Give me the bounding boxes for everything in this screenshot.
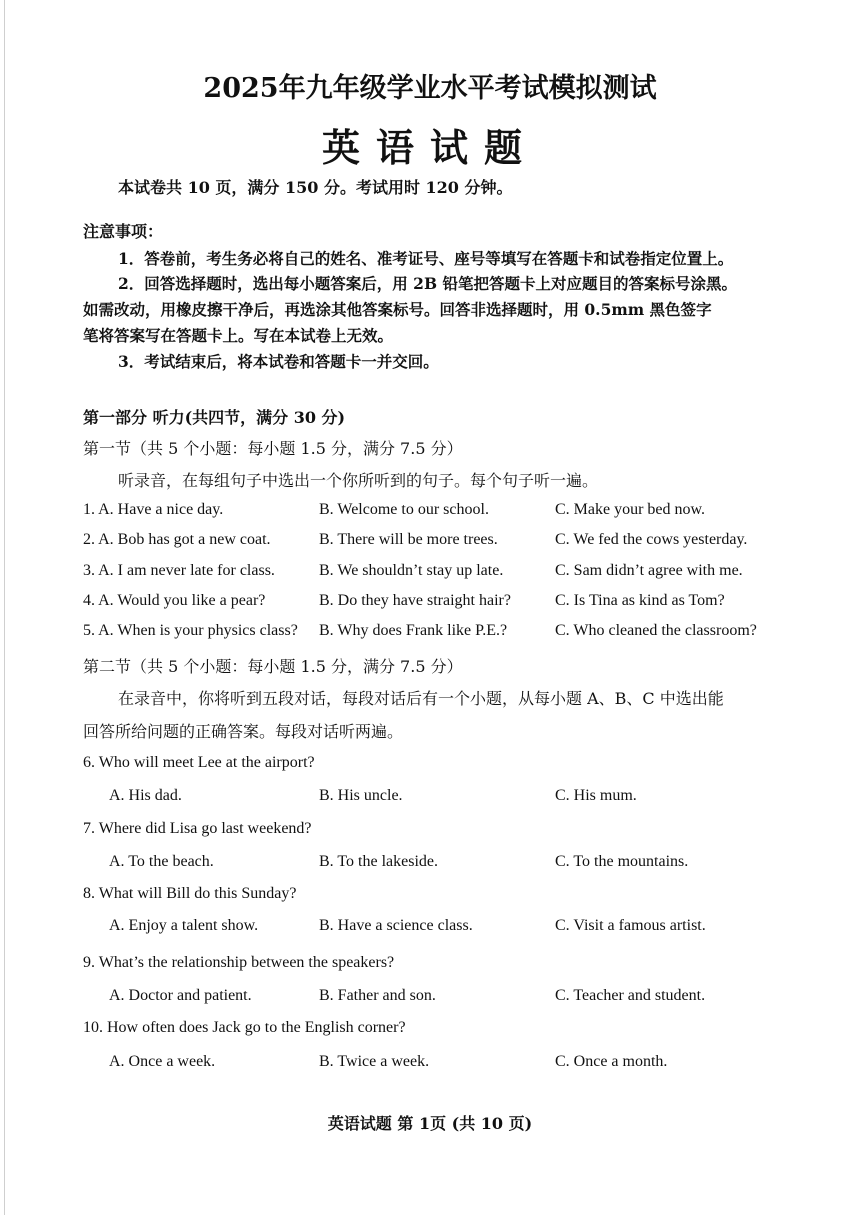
- exam-intro: 本试卷共 10 页，满分 150 分。考试用时 120 分钟。: [118, 178, 513, 197]
- option-b: B. Do they have straight hair?: [319, 592, 511, 609]
- note-item: 2．回答选择题时，选出每小题答案后，用 2B 铅笔把答题卡上对应题目的答案标号涂黑。: [118, 274, 737, 293]
- option-a: 2. A. Bob has got a new coat.: [83, 531, 271, 548]
- option-b: B. To the lakeside.: [319, 853, 439, 870]
- page-edge-line: [4, 0, 5, 1215]
- question-stem: 8. What will Bill do this Sunday?: [83, 885, 297, 902]
- question-stem: 9. What’s the relationship between the speakers?: [83, 954, 395, 971]
- option-c: C. Make your bed now.: [555, 501, 706, 518]
- section2-instruction-line: 在录音中，你将听到五段对话，每段对话后有一个小题，从每小题 A、B、C 中选出能: [118, 689, 724, 708]
- note-item: 如需改动，用橡皮擦干净后，再选涂其他答案标号。回答非选择题时，用 0.5mm 黑色签字: [83, 300, 712, 319]
- question-stem: 6. Who will meet Lee at the airport?: [83, 754, 315, 771]
- option-a: 4. A. Would you like a pear?: [83, 592, 266, 609]
- exam-subject-title: 英语试题: [321, 125, 538, 170]
- notes-heading: 注意事项：: [83, 222, 164, 241]
- page-footer: 英语试题 第 1页 (共 10 页): [327, 1114, 533, 1133]
- option-a: 3. A. I am never late for class.: [83, 562, 275, 579]
- option-a: A. Once a week.: [109, 1053, 216, 1070]
- option-a: A. Enjoy a talent show.: [109, 917, 259, 934]
- option-c: C. To the mountains.: [555, 853, 689, 870]
- question-stem: 10. How often does Jack go to the English corner?: [83, 1019, 406, 1036]
- question-stem: 7. Where did Lisa go last weekend?: [83, 820, 312, 837]
- option-c: C. Is Tina as kind as Tom?: [555, 592, 725, 609]
- note-item: 3．考试结束后，将本试卷和答题卡一并交回。: [118, 352, 439, 371]
- option-c: C. His mum.: [555, 787, 637, 804]
- option-c: C. Who cleaned the classroom?: [555, 622, 757, 639]
- option-c: C. Teacher and student.: [555, 987, 706, 1004]
- note-item: 笔将答案写在答题卡上。写在本试卷上无效。: [83, 326, 394, 345]
- option-c: C. Once a month.: [555, 1053, 668, 1070]
- exam-title: 2025年九年级学业水平考试模拟测试: [203, 73, 657, 104]
- part1-heading: 第一部分 听力(共四节，满分 30 分): [83, 408, 346, 427]
- option-c: C. Visit a famous artist.: [555, 917, 706, 934]
- section2-instruction-line: 回答所给问题的正确答案。每段对话听两遍。: [83, 722, 404, 741]
- section1-heading: 第一节（共 5 个小题：每小题 1.5 分，满分 7.5 分）: [83, 439, 463, 458]
- option-b: B. Welcome to our school.: [319, 501, 489, 518]
- option-a: A. To the beach.: [109, 853, 214, 870]
- option-a: 5. A. When is your physics class?: [83, 622, 298, 639]
- option-b: B. Have a science class.: [319, 917, 473, 934]
- section2-heading: 第二节（共 5 个小题：每小题 1.5 分，满分 7.5 分）: [83, 657, 463, 676]
- option-c: C. Sam didn’t agree with me.: [555, 562, 743, 579]
- option-a: A. Doctor and patient.: [109, 987, 252, 1004]
- section1-instruction: 听录音，在每组句子中选出一个你所听到的句子。每个句子听一遍。: [118, 471, 599, 490]
- option-a: 1. A. Have a nice day.: [83, 501, 224, 518]
- option-b: B. There will be more trees.: [319, 531, 498, 548]
- option-c: C. We fed the cows yesterday.: [555, 531, 748, 548]
- option-b: B. We shouldn’t stay up late.: [319, 562, 504, 579]
- option-b: B. His uncle.: [319, 787, 403, 804]
- option-b: B. Twice a week.: [319, 1053, 430, 1070]
- note-item: 1．答卷前，考生务必将自己的姓名、准考证号、座号等填写在答题卡和试卷指定位置上。: [118, 249, 734, 268]
- option-b: B. Father and son.: [319, 987, 436, 1004]
- option-a: A. His dad.: [109, 787, 182, 804]
- option-b: B. Why does Frank like P.E.?: [319, 622, 508, 639]
